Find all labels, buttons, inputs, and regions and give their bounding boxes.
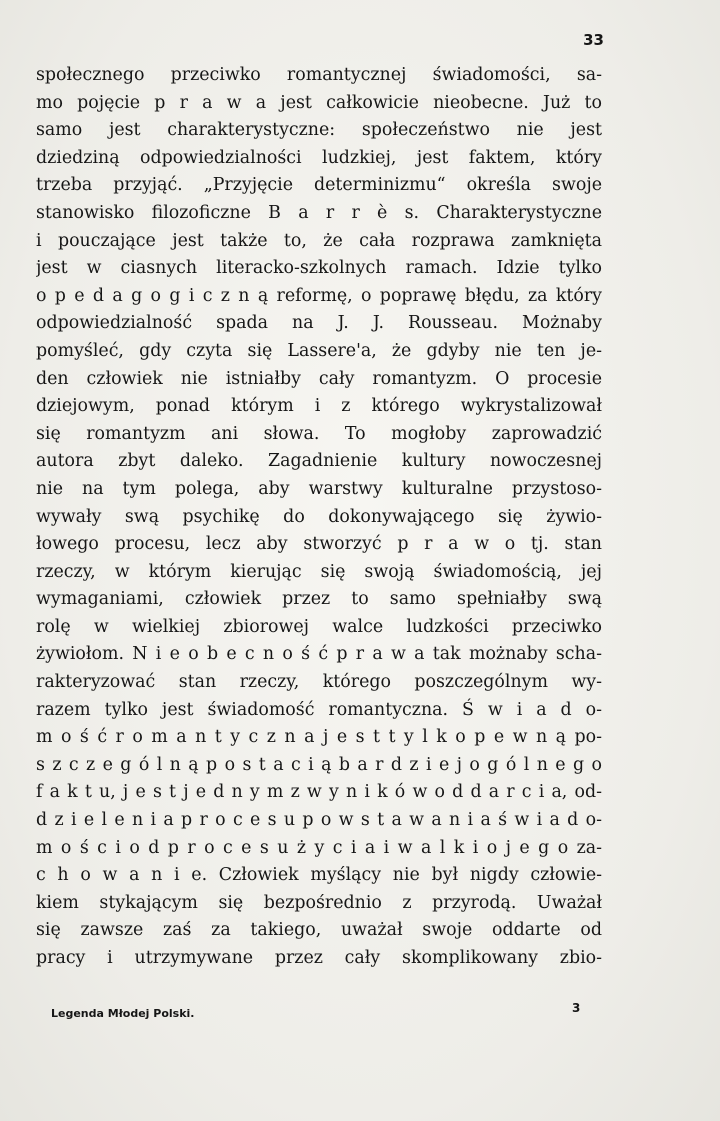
footer-series-title: Legenda Młodej Polski. (51, 1007, 195, 1020)
text-line: rolę w wielkiej zbiorowej walce ludzkości przeciwko (36, 616, 602, 637)
text-line: nie na tym polega, aby warstwy kulturalne przystoso- (36, 478, 602, 499)
text-line: autora zbyt daleko. Zagadnienie kultury nowoczesnej (36, 451, 602, 472)
text-line: pracy i utrzymywane przez cały skomplikowany zbio- (36, 948, 602, 968)
text-line: s z c z e g ó l n ą p o s t a c i ą b a r d z i e j o g ó l n e g o (36, 754, 602, 775)
text-line: c h o w a n i e. Człowiek myślący nie był nigdy człowie- (36, 865, 602, 886)
text-line: jest w ciasnych literacko-szkolnych ramach. Idzie tylko (36, 258, 602, 279)
text-line: samo jest charakterystyczne: społeczeństwo nie jest (36, 120, 602, 141)
body-text (36, 62, 602, 973)
text-line: rakteryzować stan rzeczy, którego poszczególnym wy- (36, 672, 602, 693)
text-line: pomyśleć, gdy czyta się Lassere'a, że gdyby nie ten je- (36, 340, 602, 361)
text-line: dziejowym, ponad którym i z którego wykrystalizował (36, 396, 602, 417)
text-line: m o ś c i o d p r o c e s u ż y c i a i w a l k i o j e g o za- (36, 837, 602, 858)
text-line: d z i e l e n i a p r o c e s u p o w s t a w a n i a ś w i a d o- (36, 810, 602, 831)
text-line: stanowisko filozoficzne B a r r è s. Charakterystyczne (36, 202, 602, 223)
text-line: rzeczy, w którym kierując się swoją świadomością, jej (36, 561, 602, 582)
text-line: dziedziną odpowiedzialności ludzkiej, jest faktem, który (36, 147, 602, 168)
text-line: trzeba przyjąć. „Przyjęcie determinizmu“ określa swoje (36, 175, 602, 196)
text-line: żywiołom. N i e o b e c n o ś ć p r a w a tak możnaby scha- (36, 644, 602, 665)
text-line: wywały swą psychikę do dokonywającego się żywio- (36, 506, 602, 527)
text-line: i pouczające jest także to, że cała rozprawa zamknięta (36, 230, 602, 251)
text-line: wymaganiami, człowiek przez to samo spełniałby swą (36, 589, 602, 610)
text-line: się romantyzm ani słowa. To mogłoby zaprowadzić (36, 423, 602, 444)
text-line: razem tylko jest świadomość romantyczna. Ś w i a d o- (36, 699, 602, 720)
text-line: mo pojęcie p r a w a jest całkowicie nieobecne. Już to (36, 92, 602, 113)
text-line: m o ś ć r o m a n t y c z n a j e s t t y l k o p e w n ą po- (36, 727, 602, 748)
text-line: łowego procesu, lecz aby stworzyć p r a w o tj. stan (36, 534, 602, 555)
page-number: 33 (583, 31, 604, 49)
text-line: f a k t u, j e s t j e d n y m z w y n i k ó w o d d a r c i a, od- (36, 782, 602, 803)
text-line: się zawsze zaś za takiego, uważał swoje oddarte od (36, 920, 602, 941)
text-line: odpowiedzialność spada na J. J. Rousseau. Możnaby (36, 313, 602, 334)
text-line: kiem stykającym się bezpośrednio z przyrodą. Uważał (36, 892, 602, 913)
text-line: den człowiek nie istniałby cały romantyzm. O procesie (36, 368, 602, 389)
text-line: o p e d a g o g i c z n ą reformę, o poprawę błędu, za który (36, 285, 602, 306)
footer-signature-mark: 3 (572, 1001, 581, 1015)
text-line: społecznego przeciwko romantycznej świadomości, sa- (36, 65, 602, 85)
